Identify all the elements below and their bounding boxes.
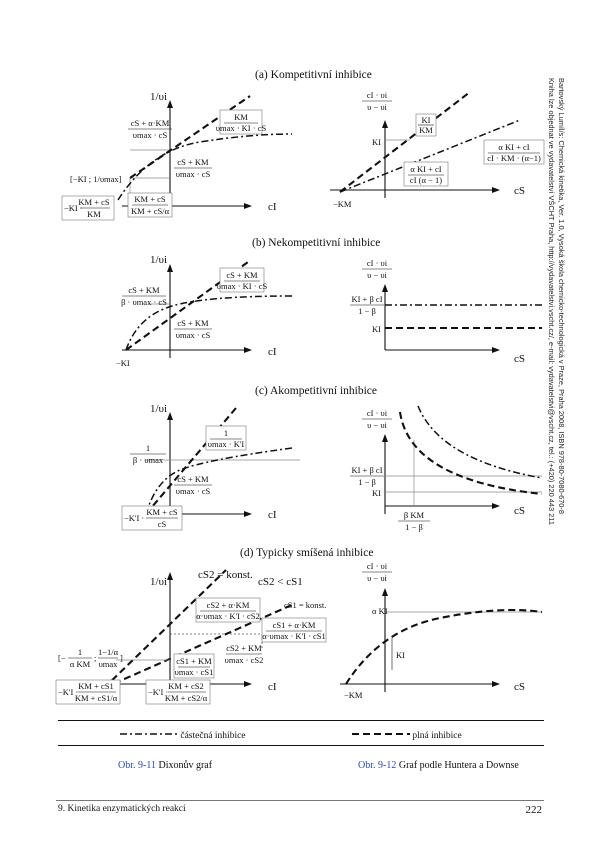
label-c-slope-denominator: υmax · cS — [175, 486, 211, 496]
footer-rule — [56, 800, 544, 801]
label-d-ki: KI — [396, 650, 405, 660]
caption-left-text: Dixonův graf — [158, 760, 213, 771]
label-d3-denominator: υmax · cS2 — [224, 655, 264, 665]
partial-inhibition-curve — [118, 134, 292, 200]
label-b1-denominator: υmax · KI · cS — [216, 281, 268, 291]
caption-right — [358, 760, 519, 771]
label-c-intercept: 1 — [145, 443, 151, 453]
label-d-neg2-denominator: KM + cS2/α — [164, 693, 208, 703]
caption-right-text: Graf podle Huntera a Downse — [398, 760, 519, 771]
x-axis-arrow — [244, 681, 252, 687]
label-neg-ki-denominator: KM — [87, 209, 101, 219]
label-slope-denominator: υmax · cS — [175, 169, 211, 179]
dixon-plot-b — [116, 254, 292, 368]
hunter-plot-a — [330, 90, 544, 209]
x-axis-arrow — [492, 503, 500, 509]
x-axis-arrow — [492, 681, 500, 687]
y-axis-label: cI · υi — [366, 90, 388, 100]
footer-chapter: 9. Kinetika enzymatických reakcí — [58, 804, 186, 814]
label-slope: cS + KM — [177, 157, 209, 167]
label-b1-numerator: cS + KM — [226, 270, 258, 280]
label-alpha-numerator: α KI + cI — [498, 142, 530, 152]
label-cs2: cS2 = konst. — [198, 569, 253, 581]
label-c1-numerator: 1 — [223, 428, 229, 438]
caption-right-number: Obr. 9-12 — [358, 760, 397, 771]
section-title-d: (d) Typicky smíšená inhibice — [240, 547, 374, 559]
full-inhibition-curve — [346, 610, 542, 684]
y-axis-arrow — [167, 264, 173, 272]
label-c-beta-numerator: KI + β cI — [351, 465, 383, 475]
partial-inhibition-curve — [146, 448, 292, 514]
legend-rule-top — [58, 720, 544, 721]
label-ki-km-numerator: KI — [421, 115, 431, 125]
label-d-neg2: −K'I · — [148, 687, 169, 697]
label-d-neg1-numerator: KM + cS1 — [78, 681, 114, 691]
label-ki-km-denominator: KM — [419, 125, 433, 135]
label-intercept: cS + α·KM — [130, 118, 170, 128]
label-intercept-denominator: υmax · cS — [132, 130, 168, 140]
label-d-point-sep: ; — [94, 653, 97, 663]
x-axis-label: cS — [514, 185, 525, 197]
label-d-neg1-denominator: KM + cS1/α — [74, 693, 118, 703]
label-alpha2-denominator: cI (α − 1) — [409, 175, 443, 185]
label-x2-denominator: KM + cS/α — [130, 206, 170, 216]
label-c1-denominator: υmax · K'I — [207, 439, 245, 449]
label-d1-numerator: cS2 + α·KM — [206, 600, 250, 610]
x-axis-label: cI — [268, 681, 277, 693]
label-b-slope-denominator: υmax · cS — [175, 330, 211, 340]
dixon-plot-a — [62, 91, 292, 220]
y-axis-arrow — [167, 412, 173, 420]
label-ki: KI — [372, 137, 381, 147]
y-axis-label-denominator: υ − υi — [367, 573, 387, 583]
label-c-neg-numerator: KM + cS — [146, 507, 178, 517]
label-d-neg1: −K'I · — [58, 687, 79, 697]
label-d-neg2-numerator: KM + cS2 — [168, 681, 204, 691]
caption-left-number: Obr. 9-11 — [118, 760, 156, 771]
x-axis-arrow — [492, 347, 500, 353]
label-c-beta-denominator: 1 − β — [358, 477, 376, 487]
x-axis-label: cS — [514, 353, 525, 365]
label-d-point-close: ] — [120, 653, 123, 663]
label-d4-denominator: υmax · cS1 — [174, 667, 214, 677]
y-axis-label: 1/υi — [150, 254, 168, 266]
hunter-plot-c — [350, 406, 542, 532]
label-cs-relation: cS2 < cS1 — [258, 576, 303, 588]
label-d-neg-km: −KM — [344, 690, 363, 700]
partial-inhibition-curve — [418, 406, 542, 478]
x-axis-arrow — [492, 187, 500, 193]
section-title-a: (a) Kompetitivní inhibice — [255, 69, 372, 81]
label-d1-denominator: α·υmax · K'I · cS2 — [196, 611, 260, 621]
caption-left — [118, 760, 212, 771]
label-c-neg-denominator: cS — [157, 519, 167, 529]
dixon-plot-d — [56, 569, 326, 704]
label-cs1: cS1 = konst. — [284, 600, 327, 610]
x-axis-label: cS — [514, 505, 525, 517]
label-b-ki: KI — [372, 324, 381, 334]
y-axis-label: cI · υi — [366, 561, 388, 571]
legend-full-label: plná inhibice — [412, 731, 462, 741]
label-c-x-denominator: 1 − β — [405, 522, 423, 532]
label-neg-ki-numerator: KM + cS — [78, 197, 110, 207]
side-note-line-2: Kniha lze objednat ve vydavatelství VŠCHT Praha, http://vydavatelstvi.vscht.cz/, e-mail: vydavatelstvi@vscht.cz, tel.: (+420) 220 443 211 — [547, 78, 557, 525]
x-axis-arrow — [244, 203, 252, 209]
label-b-beta-numerator: KI + β cI — [351, 294, 383, 304]
label-b-beta-denominator: 1 − β — [358, 306, 376, 316]
y-axis-label: cI · υi — [366, 258, 388, 268]
footer-page-number: 222 — [525, 804, 542, 816]
y-axis-arrow — [382, 434, 388, 442]
y-axis-label: 1/υi — [150, 403, 168, 415]
label-b-intercept-denominator: β · υmax · cS — [121, 297, 167, 307]
y-axis-arrow — [167, 572, 173, 580]
label-c-ki: KI — [372, 488, 381, 498]
label-b-neg-ki: −KI — [116, 358, 130, 368]
label-d2-numerator: cS1 + α·KM — [272, 620, 316, 630]
label-neg-ki: −KI · — [64, 203, 83, 213]
label-d4-numerator: cS1 + KM — [176, 656, 212, 666]
label-d-point-a-numerator: 1 — [77, 647, 83, 657]
hunter-plot-d — [340, 561, 542, 700]
legend-partial-label: částečná inhibice — [180, 731, 246, 741]
y-axis-arrow — [382, 588, 388, 596]
section-title-b: (b) Nekompetitivní inhibice — [252, 237, 381, 249]
side-note-line-1: Bartovský Lumíl/s: Chemická kinetika, Ver. 1.0, Vysoká škola chemicko-technologická v Praze, Praha 2008, ISBN 978-80-7080-670-8 — [557, 78, 566, 514]
y-axis-label: 1/υi — [150, 576, 168, 588]
label-b-intercept: cS + KM — [128, 285, 160, 295]
label-alpha2-numerator: α KI + cI — [410, 164, 442, 174]
y-axis-arrow — [382, 120, 388, 128]
label-d3-numerator: cS2 + KM — [226, 643, 262, 653]
label-d2-denominator: α·υmax · K'I · cS1 — [262, 631, 326, 641]
label-alpha-denominator: cI · KM · (α−1) — [487, 153, 541, 163]
y-axis-label: 1/υi — [150, 91, 168, 103]
dixon-plot-c — [122, 403, 300, 530]
label-d-point-open: [− — [58, 653, 66, 663]
label-km-denominator: υmax · KI · cS — [215, 123, 267, 133]
legend-partial-swatch — [120, 730, 178, 738]
y-axis-arrow — [382, 284, 388, 292]
legend-rule-bottom — [58, 745, 544, 746]
label-d-point-b-numerator: 1−1/α — [97, 647, 119, 657]
x-axis-arrow — [244, 347, 252, 353]
label-d-aki: α KI — [372, 606, 388, 616]
full-inhibition-curve — [400, 412, 542, 494]
label-b-slope: cS + KM — [177, 318, 209, 328]
label-d-point-a-denominator: α KM — [69, 659, 91, 669]
x-axis-label: cI — [268, 346, 277, 358]
x-axis-label: cS — [514, 681, 525, 693]
label-c-x-numerator: β KM — [403, 510, 425, 520]
label-c-neg-ki: −K'I · — [124, 513, 145, 523]
label-d-point-b-denominator: υmax — [98, 659, 118, 669]
y-axis-label-denominator: υ − υi — [367, 270, 387, 280]
section-title-c: (c) Akompetitivní inhibice — [255, 385, 378, 397]
label-neg-km: −KM — [333, 199, 352, 209]
legend-full-swatch — [352, 730, 410, 738]
label-point: [−KI ; 1/υmax] — [70, 174, 122, 184]
x-axis-label: cI — [268, 509, 277, 521]
legend-partial — [120, 730, 246, 741]
label-c-slope: cS + KM — [177, 474, 209, 484]
hunter-plot-b — [350, 258, 542, 365]
y-axis-arrow — [167, 100, 173, 108]
label-c-intercept-denominator: β · υmax — [132, 455, 164, 465]
y-axis-label-denominator: υ − υi — [367, 420, 387, 430]
x-axis-arrow — [244, 511, 252, 517]
y-axis-label-denominator: υ − υi — [367, 102, 387, 112]
label-km: KM — [234, 112, 248, 122]
x-axis-label: cI — [268, 201, 277, 213]
label-x2-numerator: KM + cS — [134, 194, 166, 204]
y-axis-label: cI · υi — [366, 408, 388, 418]
legend-full — [352, 730, 462, 741]
